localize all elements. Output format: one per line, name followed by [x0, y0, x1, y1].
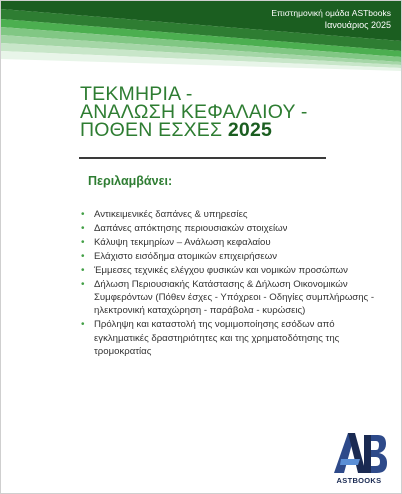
- title-divider: [79, 157, 326, 159]
- title-line-2: ΑΝΑΛΩΣΗ ΚΕΦΑΛΑΙΟΥ -: [80, 101, 308, 123]
- header-info: [271, 7, 391, 31]
- logo-text: ASTBOOKS: [336, 476, 382, 485]
- list-item-text: Πρόληψη και καταστολή της νομιμοποίησης εσόδων από εγκληματικές δραστηριότητες και της χρηματοδότησης της τρομοκρατίας: [94, 319, 340, 358]
- contents-list: [81, 208, 381, 359]
- astbooks-logo-icon: [330, 429, 388, 475]
- document-title: [80, 85, 380, 139]
- bullet-icon: •: [81, 278, 85, 290]
- bullet-icon: •: [81, 222, 85, 234]
- title-line-1: ΤΕΚΜΗΡΙΑ -: [80, 83, 193, 105]
- title-line-3: ΠΟΘΕΝ ΕΣΧΕΣ: [80, 119, 223, 141]
- list-item: [81, 278, 381, 318]
- list-item-text: Αντικειμενικές δαπάνες & υπηρεσίες: [94, 209, 248, 220]
- list-item-text: Δήλωση Περιουσιακής Κατάστασης & Δήλωση Οικονομικών Συμφερόντων (Πόθεν έσχες - Υπόχρεοι - Οδηγίες συμπλήρωσης - ηλεκτρονική καταχώρηση - παράβολα - κυρώσεις): [94, 278, 375, 317]
- bullet-icon: •: [81, 264, 85, 276]
- publication-date: Ιανουάριος 2025: [324, 20, 391, 30]
- bullet-icon: •: [81, 209, 85, 220]
- bullet-icon: •: [81, 236, 85, 248]
- title-year: 2025: [227, 119, 273, 141]
- astbooks-logo: [330, 429, 388, 489]
- list-item: [81, 208, 381, 221]
- list-item: [81, 264, 381, 277]
- organization-name: Επιστημονική ομάδα ASTbooks: [271, 8, 391, 18]
- list-item: [81, 222, 381, 235]
- bullet-icon: •: [81, 319, 85, 331]
- list-item-text: Κάλυψη τεκμηρίων – Ανάλωση κεφαλαίου: [94, 236, 271, 248]
- bullet-icon: •: [81, 250, 85, 262]
- includes-heading: Περιλαμβάνει:: [88, 174, 173, 188]
- list-item: [81, 250, 381, 263]
- list-item-text: Ελάχιστο εισόδημα ατομικών επιχειρήσεων: [94, 250, 277, 262]
- list-item-text: Έμμεσες τεχνικές ελέγχου φυσικών και νομικών προσώπων: [94, 264, 348, 276]
- list-item: [81, 236, 381, 249]
- list-item: [81, 318, 381, 358]
- list-item-text: Δαπάνες απόκτησης περιουσιακών στοιχείων: [94, 222, 288, 234]
